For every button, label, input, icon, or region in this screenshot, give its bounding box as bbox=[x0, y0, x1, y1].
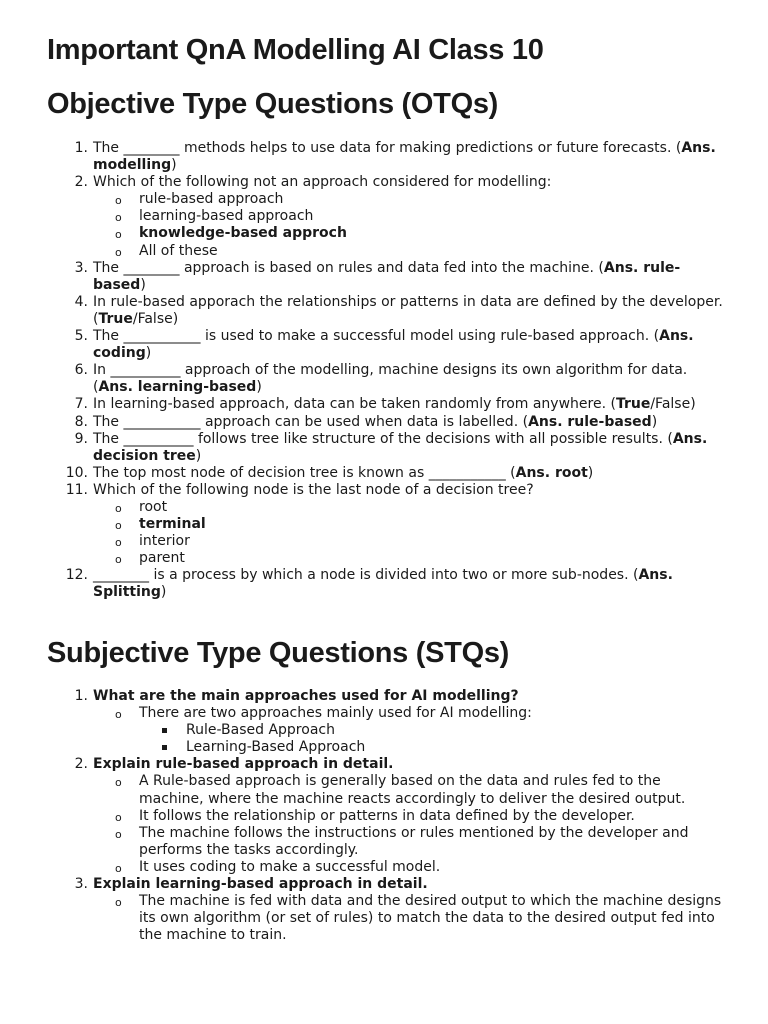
otq-item-7: 7. In learning-based approach, data can be taken randomly from anywhere. (True/False) bbox=[74, 396, 696, 413]
otq-item-11: 11. Which of the following node is the last node of a decision tree? bbox=[65, 481, 534, 498]
answer-point: o The machine is fed with data and the desired output to which the machine designs its own algorithm (or set of rules) to match the data to the desired output fed into the machine to train. bbox=[115, 893, 722, 944]
answer: Ans. rule-based bbox=[528, 413, 652, 430]
bullet-icon: o bbox=[115, 519, 122, 533]
otq-item-8: 8. The ___________ approach can be used when data is labelled. (Ans. rule-based) bbox=[74, 413, 658, 430]
bullet-icon: o bbox=[115, 896, 122, 910]
option: o root bbox=[0, 499, 768, 516]
option: o parent bbox=[0, 550, 768, 567]
option: o interior bbox=[0, 533, 768, 550]
bullet-icon: o bbox=[115, 708, 122, 722]
otq-item-2: 2. Which of the following not an approach considered for modelling: bbox=[74, 174, 552, 191]
bullet-icon: o bbox=[115, 228, 122, 242]
square-bullet-icon bbox=[162, 745, 167, 750]
answer: Ans. learning-based bbox=[98, 379, 257, 396]
answer-point: o The machine follows the instructions or rules mentioned by the developer and performs the tasks accordingly. bbox=[115, 824, 689, 858]
otq-heading: Objective Type Questions (OTQs) bbox=[47, 88, 499, 120]
bullet-icon: o bbox=[115, 501, 122, 515]
page-title: Important QnA Modelling AI Class 10 bbox=[47, 34, 544, 66]
otq-list bbox=[0, 140, 768, 602]
answer: True bbox=[98, 310, 133, 327]
bullet-icon: o bbox=[115, 776, 122, 790]
bullet-icon: o bbox=[115, 861, 122, 875]
answer: Ans. root bbox=[515, 464, 588, 481]
answer-subpoint: Learning-Based Approach bbox=[0, 739, 768, 756]
answer: True bbox=[615, 396, 651, 413]
answer-point: o It uses coding to make a successful model. bbox=[0, 859, 768, 876]
otq-item-3: 3. The ________ approach is based on rules and data fed into the machine. (Ans. rule-based) bbox=[74, 259, 681, 293]
bullet-icon: o bbox=[115, 245, 122, 259]
answer-point: o There are two approaches mainly used for AI modelling: bbox=[0, 705, 768, 722]
option: o learning-based approach bbox=[0, 208, 768, 225]
stq-item-1: 1. What are the main approaches used for AI modelling? bbox=[74, 688, 519, 704]
stq-item-3: 3. Explain learning-based approach in detail. bbox=[74, 876, 428, 893]
bullet-icon: o bbox=[115, 211, 122, 225]
stq-list bbox=[0, 688, 768, 944]
square-bullet-icon bbox=[162, 728, 167, 733]
answer: Ans. modelling bbox=[93, 140, 716, 174]
stq-item-2: 2. Explain rule-based approach in detail. bbox=[74, 756, 394, 773]
otq-item-12: 12. ________ is a process by which a node is divided into two or more sub-nodes. (Ans. Splitting) bbox=[65, 567, 673, 601]
option-correct: o knowledge-based approch bbox=[0, 225, 768, 242]
answer-point: o A Rule-based approach is generally based on the data and rules fed to the machine, where the machine reacts accordingly to deliver the desired output. bbox=[115, 773, 686, 807]
option-correct: o terminal bbox=[0, 516, 768, 533]
answer-point: o It follows the relationship or patterns in data defined by the developer. bbox=[0, 808, 768, 825]
otq-item-1: 1. The ________ methods helps to use data for making predictions or future forecasts. (Ans. modelling) bbox=[74, 140, 716, 174]
answer: Ans. Splitting bbox=[93, 567, 673, 601]
bullet-icon: o bbox=[115, 810, 122, 824]
option: o rule-based approach bbox=[0, 191, 768, 208]
answer: Ans. rule-based bbox=[93, 259, 681, 293]
stq-heading: Subjective Type Questions (STQs) bbox=[47, 637, 510, 669]
otq-item-10: 10. The top most node of decision tree is known as ___________ (Ans. root) bbox=[65, 464, 594, 481]
otq-item-4: 4. In rule-based apporach the relationships or patterns in data are defined by the developer. (True/False) bbox=[74, 293, 723, 327]
bullet-icon: o bbox=[115, 553, 122, 567]
bullet-icon: o bbox=[115, 536, 122, 550]
otq-item-5: 5. The ___________ is used to make a successful model using rule-based approach. (Ans. coding) bbox=[74, 328, 694, 362]
answer: Ans. coding bbox=[93, 328, 694, 362]
answer-subpoint: Rule-Based Approach bbox=[0, 722, 768, 739]
bullet-icon: o bbox=[115, 194, 122, 208]
bullet-icon: o bbox=[115, 827, 122, 841]
otq-item-9: 9. The __________ follows tree like structure of the decisions with all possible results. (Ans. decision tree) bbox=[74, 430, 708, 464]
otq-item-6: 6. In __________ approach of the modelling, machine designs its own algorithm for data. (Ans. learning-based) bbox=[74, 362, 688, 396]
option: o All of these bbox=[0, 243, 768, 260]
answer: Ans. decision tree bbox=[93, 430, 708, 464]
